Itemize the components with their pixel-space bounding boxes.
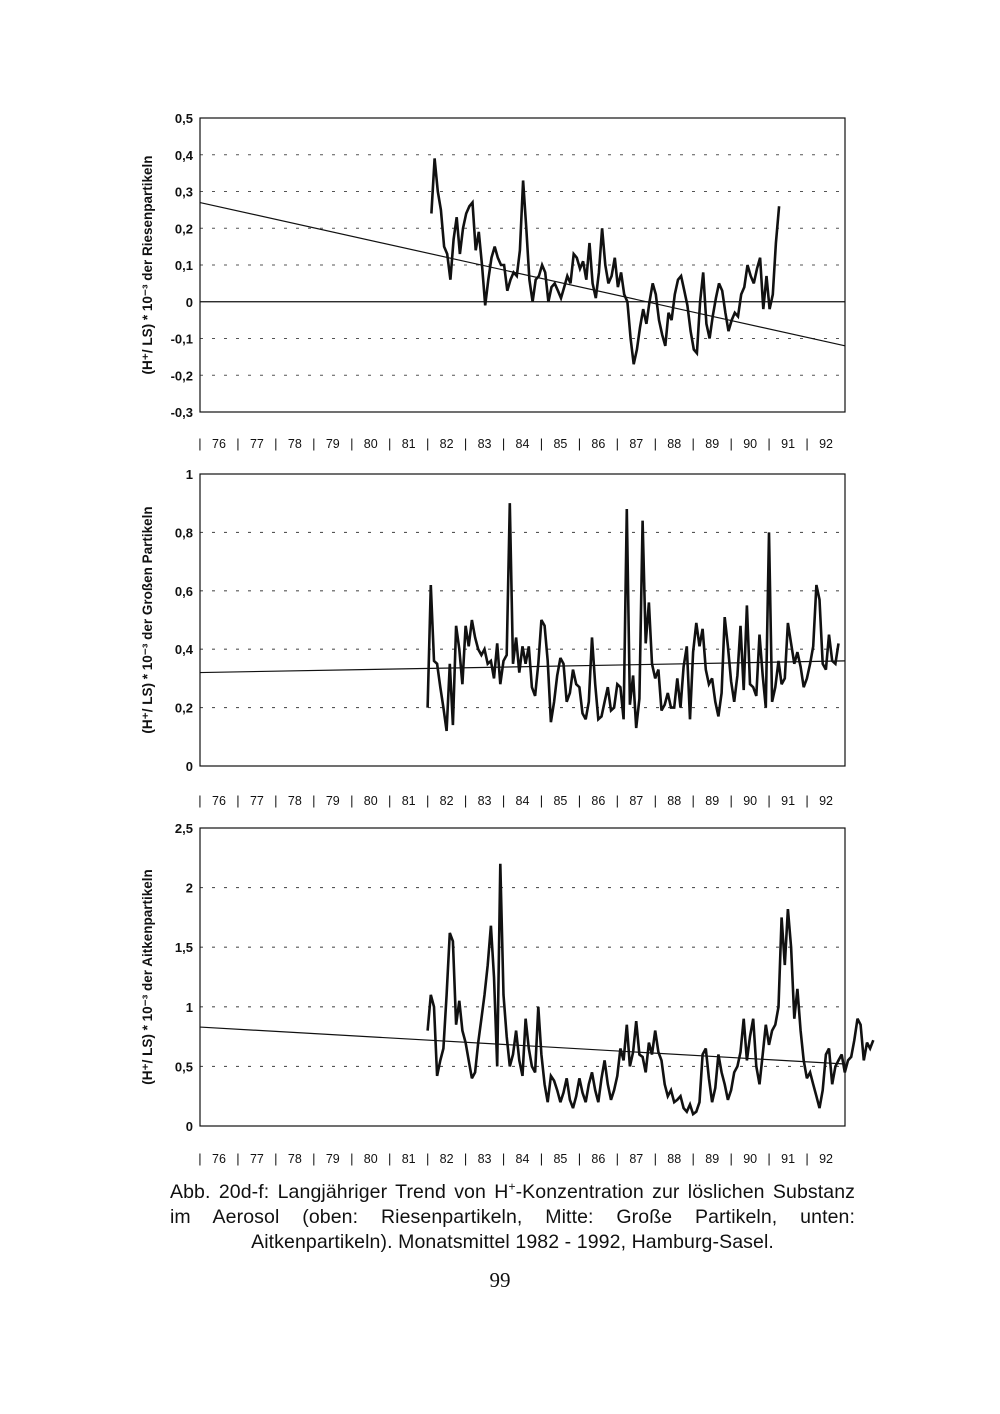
x-tick-separator: |	[653, 436, 657, 451]
x-tick-label: 78	[287, 1152, 302, 1166]
x-tick-label: 81	[401, 794, 416, 808]
x-tick-label: 85	[553, 794, 568, 808]
x-tick-separator: |	[615, 793, 620, 808]
y-tick-label: 2,5	[174, 821, 193, 836]
x-tick-label: 92	[819, 437, 833, 451]
x-tick-separator: |	[577, 436, 582, 451]
caption-prefix: Abb. 20d-f: Langjähriger Trend von H	[170, 1181, 509, 1203]
x-tick-separator: |	[350, 793, 354, 808]
x-tick-label: 79	[325, 437, 340, 451]
x-tick-separator: |	[501, 1151, 506, 1166]
x-tick-separator: |	[312, 1151, 316, 1166]
y-tick-label: 0,5	[174, 1059, 193, 1075]
x-tick-label: 80	[363, 794, 378, 808]
y-tick-label: 1	[185, 467, 193, 482]
caption-suffix: -Konzentration zur löslichen Substanz im Aerosol (oben: Riesenpartikeln, Mitte: Große Partikeln, unten: Aitkenpartikeln). Monatsmittel 1982 - 1992, Hamburg-Sasel.	[170, 1181, 855, 1253]
x-tick-separator: |	[729, 1151, 733, 1166]
x-tick-separator: |	[312, 436, 316, 451]
x-tick-label: 76	[212, 437, 226, 451]
x-tick-label: 82	[439, 1152, 454, 1166]
chart-panel-2	[140, 467, 845, 808]
x-tick-separator: |	[198, 436, 202, 451]
x-tick-label: 77	[249, 437, 264, 451]
x-tick-separator: |	[615, 436, 620, 451]
x-tick-separator: |	[198, 1151, 202, 1166]
y-tick-label: 0,4	[174, 147, 193, 163]
x-tick-separator: |	[463, 1151, 468, 1166]
y-tick-label: 1	[185, 999, 193, 1015]
x-tick-separator: |	[767, 1151, 771, 1166]
x-tick-label: 78	[287, 437, 302, 451]
x-tick-separator: |	[236, 793, 240, 808]
x-tick-separator: |	[691, 793, 695, 808]
y-tick-label: 0,1	[174, 258, 193, 273]
x-tick-label: 88	[667, 794, 682, 808]
x-tick-separator: |	[274, 793, 278, 808]
x-tick-label: 83	[477, 794, 492, 808]
x-tick-separator: |	[691, 1151, 695, 1166]
y-tick-label: 0,6	[174, 583, 193, 599]
x-tick-separator: |	[805, 436, 809, 451]
y-tick-label: 0	[185, 759, 193, 774]
x-tick-label: 91	[781, 437, 796, 451]
x-tick-label: 76	[212, 794, 226, 808]
x-tick-label: 83	[477, 437, 492, 451]
x-tick-label: 85	[553, 1152, 568, 1166]
x-tick-separator: |	[198, 793, 202, 808]
x-tick-label: 85	[553, 437, 568, 451]
x-tick-separator: |	[425, 436, 430, 451]
x-tick-separator: |	[615, 1151, 620, 1166]
y-tick-label: 0	[185, 294, 193, 310]
y-tick-label: 0,5	[174, 111, 193, 126]
x-tick-separator: |	[501, 436, 506, 451]
x-tick-label: 80	[363, 437, 378, 451]
x-tick-label: 77	[249, 794, 264, 808]
x-tick-label: 88	[667, 1152, 682, 1166]
x-tick-label: 92	[819, 1152, 833, 1166]
y-tick-label: 0,3	[174, 184, 193, 200]
y-tick-label: -0,2	[170, 368, 193, 384]
x-tick-separator: |	[805, 793, 809, 808]
x-tick-separator: |	[805, 1151, 809, 1166]
x-tick-separator: |	[691, 436, 695, 451]
x-tick-separator: |	[767, 436, 771, 451]
x-tick-label: 80	[363, 1152, 378, 1166]
x-tick-label: 77	[249, 1152, 264, 1166]
x-tick-separator: |	[729, 793, 733, 808]
figure-caption	[170, 1180, 855, 1255]
x-tick-label: 89	[705, 1152, 720, 1166]
x-tick-label: 78	[287, 794, 302, 808]
x-tick-separator: |	[653, 793, 657, 808]
x-tick-label: 87	[629, 794, 644, 808]
x-tick-separator: |	[539, 436, 544, 451]
chart-panel-1	[140, 111, 845, 451]
x-tick-label: 81	[401, 437, 416, 451]
data-series-line	[428, 503, 839, 731]
x-tick-label: 86	[591, 1152, 606, 1166]
y-tick-label: 0,4	[174, 642, 193, 658]
x-tick-separator: |	[539, 793, 544, 808]
y-tick-label: 0,2	[174, 700, 193, 716]
trend-line	[200, 203, 845, 346]
y-axis-label: (H⁺/ LS) * 10⁻³ der Aitkenpartikeln	[140, 869, 155, 1085]
x-tick-separator: |	[274, 436, 278, 451]
chart-panel-3	[140, 821, 873, 1166]
x-tick-separator: |	[388, 436, 392, 451]
y-tick-label: -0,3	[170, 405, 193, 420]
x-tick-label: 88	[667, 437, 682, 451]
data-series-line	[428, 864, 874, 1114]
x-tick-separator: |	[350, 1151, 354, 1166]
x-tick-label: 83	[477, 1152, 492, 1166]
x-tick-label: 87	[629, 437, 644, 451]
x-tick-separator: |	[729, 436, 733, 451]
x-tick-separator: |	[425, 793, 430, 808]
x-tick-label: 89	[705, 437, 720, 451]
y-tick-label: 0	[185, 1119, 193, 1134]
x-tick-label: 84	[515, 794, 530, 808]
x-tick-label: 91	[781, 794, 796, 808]
y-tick-label: 1,5	[174, 940, 193, 956]
y-axis-label: (H⁺/ LS) * 10⁻³ der Großen Partikeln	[140, 506, 155, 734]
y-tick-label: 0,2	[174, 221, 193, 237]
x-tick-separator: |	[312, 793, 316, 808]
x-tick-separator: |	[388, 1151, 392, 1166]
y-tick-label: 0,8	[174, 525, 193, 541]
x-tick-separator: |	[539, 1151, 544, 1166]
x-tick-label: 86	[591, 437, 606, 451]
x-tick-label: 79	[325, 794, 340, 808]
y-tick-label: -0,1	[170, 331, 193, 347]
x-tick-label: 84	[515, 437, 530, 451]
data-series-line	[431, 158, 779, 364]
x-tick-separator: |	[425, 1151, 430, 1166]
x-tick-label: 87	[629, 1152, 644, 1166]
x-tick-separator: |	[274, 1151, 278, 1166]
x-tick-label: 76	[212, 1152, 226, 1166]
x-tick-label: 82	[439, 437, 454, 451]
x-tick-label: 82	[439, 794, 454, 808]
x-tick-separator: |	[501, 793, 506, 808]
x-tick-separator: |	[236, 1151, 240, 1166]
page-number: 99	[489, 1268, 511, 1292]
x-tick-label: 89	[705, 794, 720, 808]
x-tick-label: 84	[515, 1152, 530, 1166]
x-tick-separator: |	[767, 793, 771, 808]
x-tick-separator: |	[463, 436, 468, 451]
x-tick-separator: |	[388, 793, 392, 808]
x-tick-label: 90	[743, 1152, 758, 1166]
caption-superscript: +	[508, 1179, 516, 1194]
x-tick-label: 90	[743, 437, 758, 451]
x-tick-separator: |	[577, 793, 582, 808]
x-tick-separator: |	[350, 436, 354, 451]
x-tick-label: 92	[819, 794, 833, 808]
x-tick-label: 79	[325, 1152, 340, 1166]
x-tick-separator: |	[653, 1151, 657, 1166]
y-axis-label: (H⁺/ LS) * 10⁻³ der Riesenpartikeln	[140, 155, 155, 375]
plot-frame	[200, 828, 845, 1126]
x-tick-label: 81	[401, 1152, 416, 1166]
x-tick-label: 91	[781, 1152, 796, 1166]
x-tick-label: 86	[591, 794, 606, 808]
x-tick-separator: |	[463, 793, 468, 808]
y-tick-label: 2	[185, 880, 193, 896]
x-tick-separator: |	[236, 436, 240, 451]
x-tick-label: 90	[743, 794, 758, 808]
x-tick-separator: |	[577, 1151, 582, 1166]
